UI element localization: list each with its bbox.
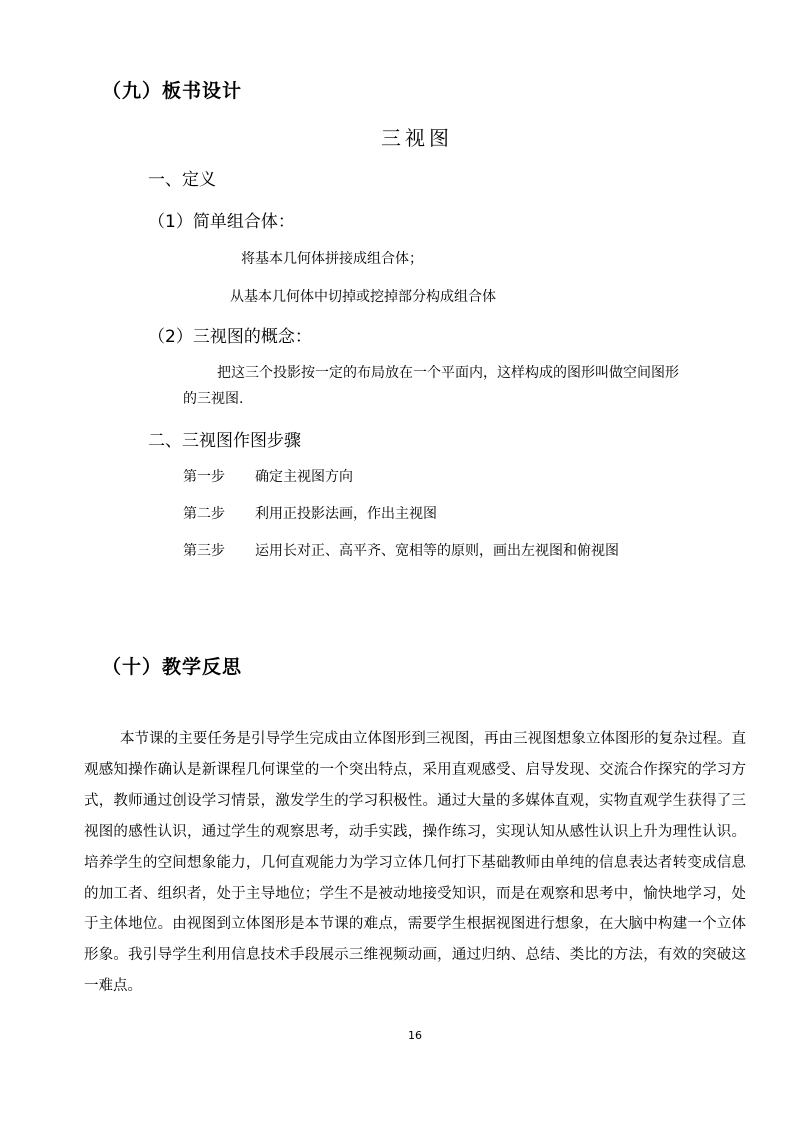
step-2-text: 利用正投影法画，作出主视图 [255,506,437,522]
step-1-text: 确定主视图方向 [255,469,353,485]
composite-line-1: 将基本几何体拼接成组合体； [241,251,423,267]
step-3-text: 运用长对正、高平齐、宽相等的原则，画出左视图和俯视图 [255,543,619,559]
reflection-paragraph: 本节课的主要任务是引导学生完成由立体图形到三视图，再由三视图想象立体图形的复杂过程。直观感知操作确认是新课程几何课堂的一个突出特点，采用直观感受、启导发现、交流合作探究的学习方式，教师通过创设学习情景，激发学生的学习积极性。通过大量的多媒体直观，实物直观学生获得了三视图的感性认识，通过学生的观察思考，动手实践，操作练习，实现认知从感性认识上升为理性认识。培养学生的空间想象能力，几何直观能力为学习立体几何打下基础教师由单纯的信息表达者转变成信息的加工者、组织者，处于主导地位；学生不是被动地接受知识，而是在观察和思考中，愉快地学习，处于主体地位。由视图到立体图形是本节课的难点，需要学生根据视图进行想象，在大脑中构建一个立体形象。我引导学生利用信息技术手段展示三维视频动画，通过归纳、总结、类比的方法，有效的突破这一难点。 [84,731,746,995]
step-3-label: 第三步 [183,543,225,559]
steps-heading: 二、三视图作图步骤 [148,431,301,451]
three-view-concept-heading: （2）三视图的概念： [148,327,312,347]
concept-line-1: 把这三个投影按一定的布局放在一个平面内，这样构成的图形叫做空间图形 [217,365,679,381]
page-number: 16 [408,1029,422,1042]
section10-heading: （十）教学反思 [102,656,243,678]
composite-line-2: 从基本几何体中切掉或挖掉部分构成组合体 [230,289,496,305]
simple-composite-heading: （1）简单组合体： [148,212,295,232]
board-title: 三视图 [381,126,453,150]
step-1-label: 第一步 [183,469,225,485]
concept-line-2: 的三视图. [183,391,244,407]
step-2-label: 第二步 [183,506,225,522]
definition-heading: 一、定义 [148,170,216,190]
section9-heading: （九）板书设计 [102,80,243,102]
